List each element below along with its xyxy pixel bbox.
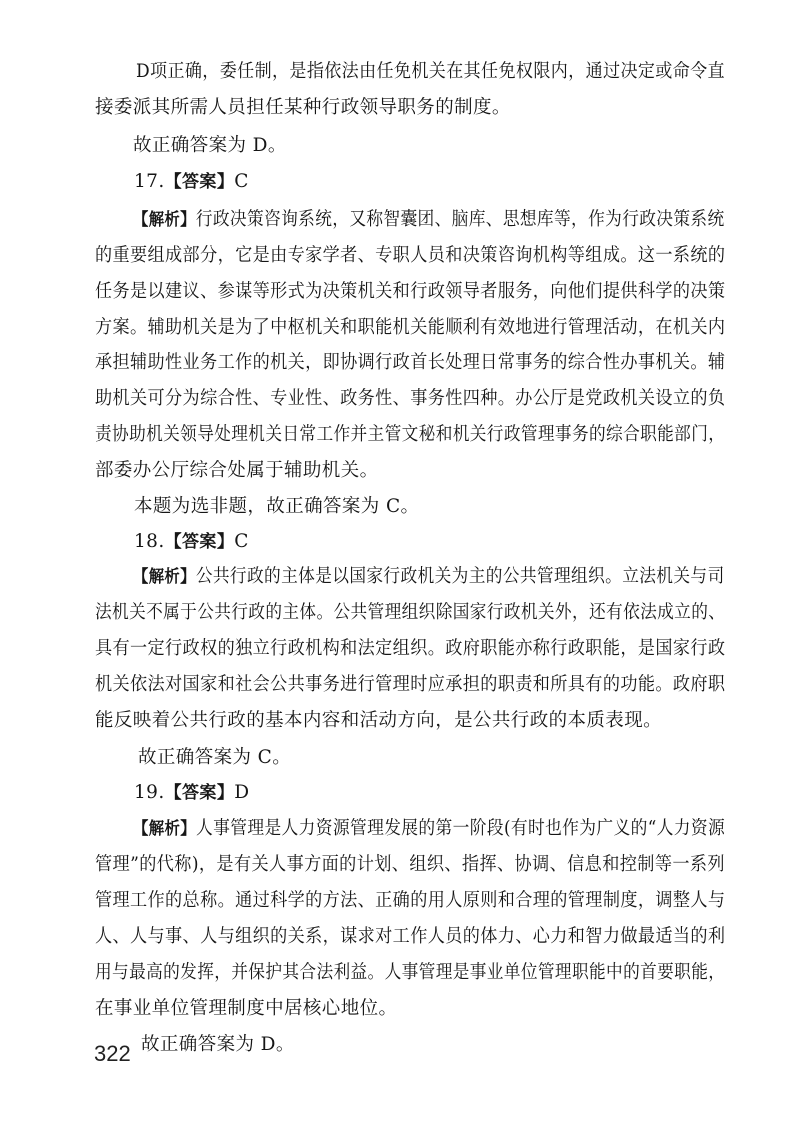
analysis-tag: 【解析】 bbox=[133, 210, 196, 230]
answer-conclusion: 故正确答案为 C。 bbox=[138, 747, 292, 768]
question-number: 17. bbox=[134, 171, 165, 192]
paragraph-line: 管理工作的总称。通过科学的方法、正确的用人原则和合理的管理制度，调整人与 bbox=[95, 890, 726, 911]
paragraph-line: 人、人与事、人与组织的关系，谋求对工作人员的体力、心力和智力做最适当的利 bbox=[95, 926, 726, 947]
analysis-line bbox=[133, 565, 725, 589]
paragraph-line: 用与最高的发挥，并保护其合法利益。人事管理是事业单位管理职能中的首要职能， bbox=[95, 962, 726, 983]
paragraph-line: 助机关可分为综合性、专业性、政务性、事务性四种。办公厅是党政机关设立的负 bbox=[95, 388, 726, 409]
analysis-line bbox=[133, 208, 725, 232]
question-header-19 bbox=[134, 781, 249, 805]
paragraph-line: 方案。辅助机关是为了中枢机关和职能机关能顺利有效地进行管理活动，在机关内 bbox=[95, 317, 726, 338]
question-header-18 bbox=[134, 530, 249, 554]
question-header-17 bbox=[134, 170, 249, 194]
answer-tag: 【答案】 bbox=[164, 532, 235, 552]
question-number: 19. bbox=[134, 782, 165, 803]
answer-conclusion: 故正确答案为 D。 bbox=[141, 1034, 295, 1055]
paragraph-line: 的重要组成部分，它是由专家学者、专职人员和决策咨询机构等组成。这一系统的 bbox=[95, 245, 726, 266]
paragraph-line: 责协助机关领导处理机关日常工作并主管文秘和机关行政管理事务的综合职能部门， bbox=[95, 424, 726, 445]
page-number: 322 bbox=[94, 1041, 131, 1066]
analysis-text: 人事管理是人力资源管理发展的第一阶段(有时也作为广义的“人力资源 bbox=[196, 818, 726, 839]
answer-conclusion: 本题为选非题，故正确答案为 C。 bbox=[134, 496, 420, 517]
paragraph-line: 部委办公厅综合处属于辅助机关。 bbox=[95, 460, 379, 481]
paragraph-line: 在事业单位管理制度中居核心地位。 bbox=[95, 998, 398, 1019]
answer-tag: 【答案】 bbox=[164, 783, 235, 803]
analysis-text: 公共行政的主体是以国家行政机关为主的公共管理组织。立法机关与司 bbox=[195, 566, 725, 587]
answer-letter: C bbox=[234, 171, 249, 192]
paragraph-line: 能反映着公共行政的基本内容和活动方向，是公共行政的本质表现。 bbox=[95, 710, 663, 731]
paragraph-line: 任务是以建议、参谋等形式为决策机关和行政领导者服务，向他们提供科学的决策 bbox=[95, 281, 726, 302]
paragraph-line: 机关依法对国家和社会公共事务进行管理时应承担的职责和所具有的功能。政府职 bbox=[95, 674, 726, 695]
paragraph-line: 接委派其所需人员担任某种行政领导职务的制度。 bbox=[95, 97, 511, 118]
analysis-tag: 【解析】 bbox=[133, 819, 197, 839]
paragraph-line: 法机关不属于公共行政的主体。公共管理组织除国家行政机关外，还有依法成立的、 bbox=[95, 602, 726, 623]
analysis-text: 行政决策咨询系统，又称智囊团、脑库、思想库等，作为行政决策系统 bbox=[195, 209, 725, 230]
paragraph-line: D项正确，委任制，是指依法由任免机关在其任免权限内，通过决定或命令直 bbox=[136, 61, 725, 82]
analysis-tag: 【解析】 bbox=[133, 567, 196, 587]
answer-tag: 【答案】 bbox=[164, 172, 235, 192]
analysis-line bbox=[133, 817, 725, 841]
answer-conclusion: 故正确答案为 D。 bbox=[133, 135, 287, 156]
paragraph-line: 具有一定行政权的独立行政机构和法定组织。政府职能亦称行政职能，是国家行政 bbox=[95, 638, 726, 659]
paragraph-line: 管理”的代称)，是有关人事方面的计划、组织、指挥、协调、信息和控制等一系列 bbox=[95, 854, 725, 875]
answer-letter: C bbox=[234, 531, 249, 552]
answer-letter: D bbox=[234, 782, 250, 803]
paragraph-line: 承担辅助性业务工作的机关，即协调行政首长处理日常事务的综合性办事机关。辅 bbox=[95, 352, 726, 373]
question-number: 18. bbox=[134, 531, 165, 552]
